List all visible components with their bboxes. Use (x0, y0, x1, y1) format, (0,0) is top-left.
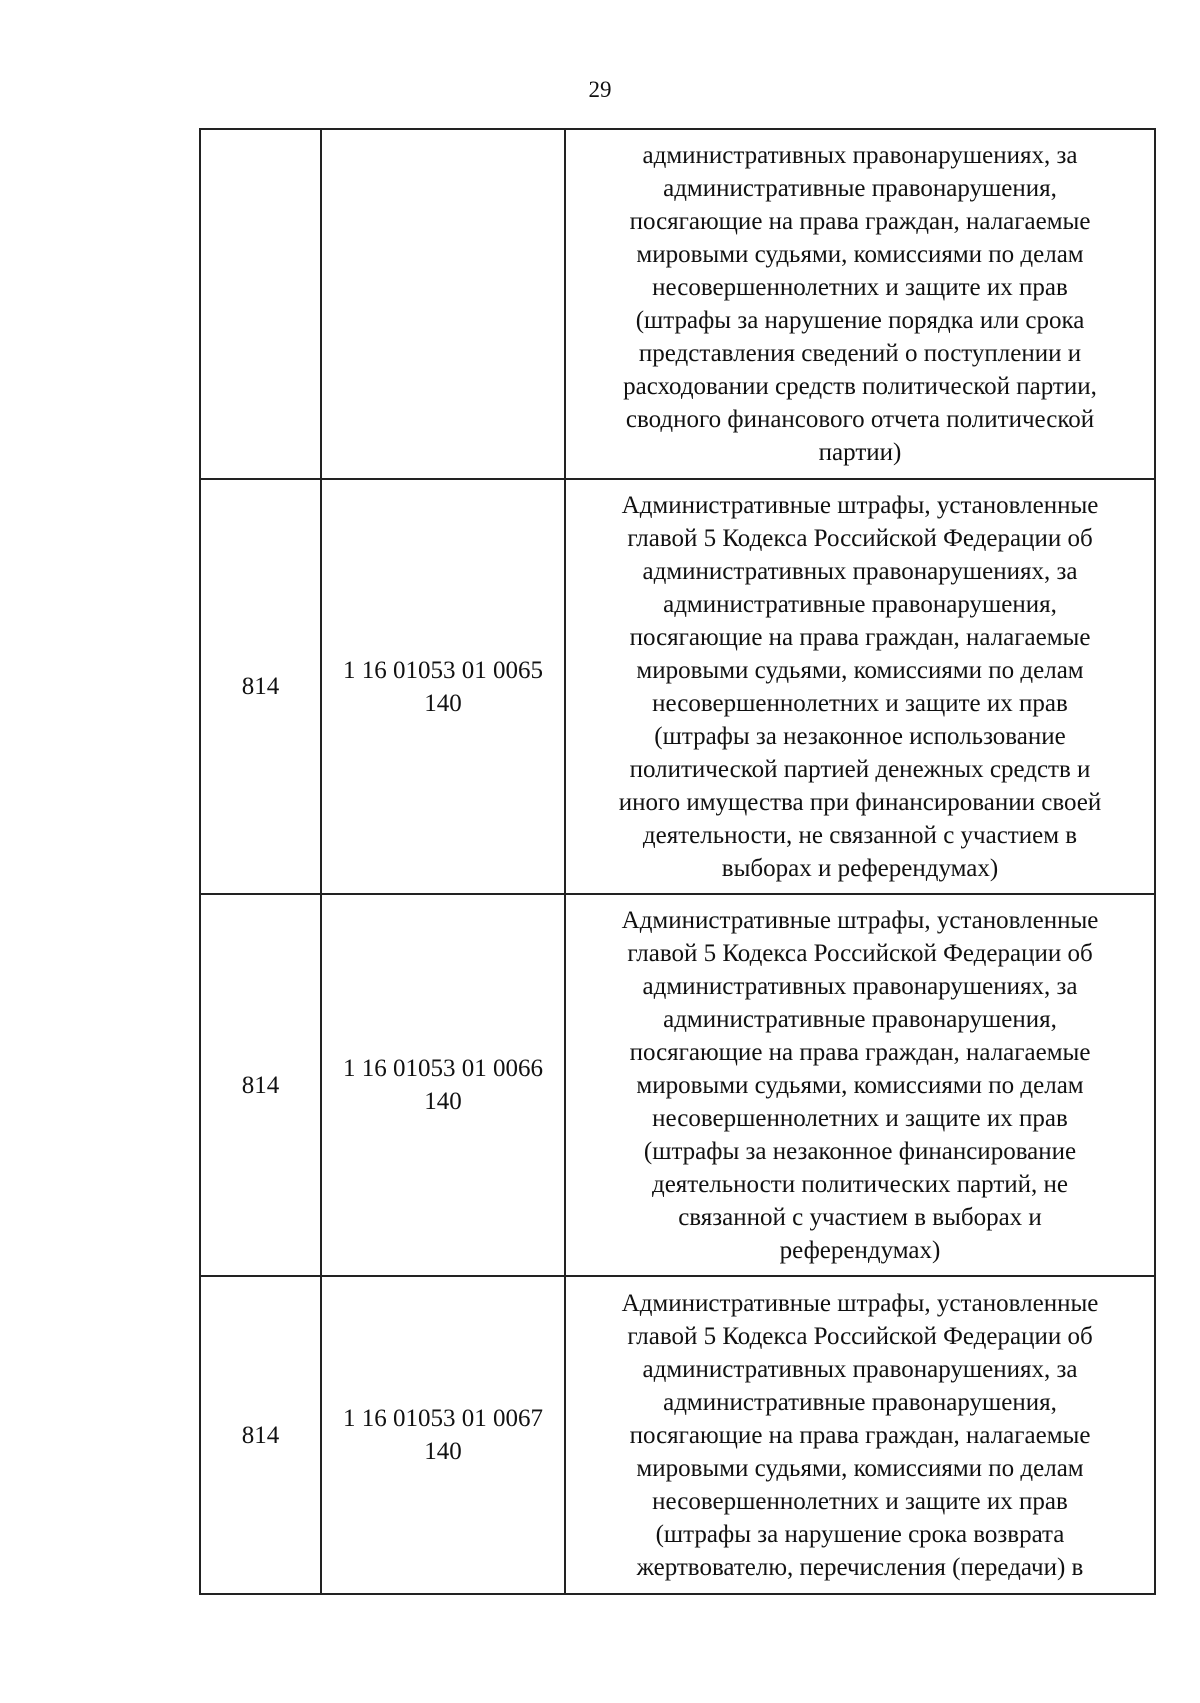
table-row (200, 894, 1155, 1276)
revenue-name-cell: Административные штрафы, установленные главой 5 Кодекса Российской Федерации об административных правонарушениях, за административные правонарушения, посягающие на права граждан, налагаемые мировыми судьями, комиссиями по делам несовершеннолетних и защите их прав (штрафы за нарушение срока возврата жертвователю, перечисления (передачи) в (565, 1276, 1155, 1594)
admin-code-cell: 814 (200, 1276, 321, 1594)
budget-code-cell: 1 16 01053 01 0065 140 (321, 479, 565, 894)
revenue-name-cell: Административные штрафы, установленные главой 5 Кодекса Российской Федерации об административных правонарушениях, за административные правонарушения, посягающие на права граждан, налагаемые мировыми судьями, комиссиями по делам несовершеннолетних и защите их прав (штрафы за незаконное использование политической партией денежных средств и иного имущества при финансировании своей деятельности, не связанной с участием в выборах и референдумах) (565, 479, 1155, 894)
admin-code-cell: 814 (200, 479, 321, 894)
table-row (200, 1276, 1155, 1594)
revenue-name-cell: административных правонарушениях, за административные правонарушения, посягающие на права граждан, налагаемые мировыми судьями, комиссиями по делам несовершеннолетних и защите их прав (штрафы за нарушение порядка или срока представления сведений о поступлении и расходовании средств политической партии, сводного финансового отчета политической партии) (565, 129, 1155, 479)
admin-code-cell (200, 129, 321, 479)
table-row (200, 479, 1155, 894)
budget-code-cell: 1 16 01053 01 0066 140 (321, 894, 565, 1276)
admin-code-cell: 814 (200, 894, 321, 1276)
page-number: 29 (588, 77, 612, 102)
table-row (200, 129, 1155, 479)
budget-code-cell: 1 16 01053 01 0067 140 (321, 1276, 565, 1594)
budget-code-cell (321, 129, 565, 479)
revenue-name-cell: Административные штрафы, установленные главой 5 Кодекса Российской Федерации об административных правонарушениях, за административные правонарушения, посягающие на права граждан, налагаемые мировыми судьями, комиссиями по делам несовершеннолетних и защите их прав (штрафы за незаконное финансирование деятельности политических партий, не связанной с участием в выборах и референдумах) (565, 894, 1155, 1276)
budget-classification-table (199, 128, 1156, 1595)
